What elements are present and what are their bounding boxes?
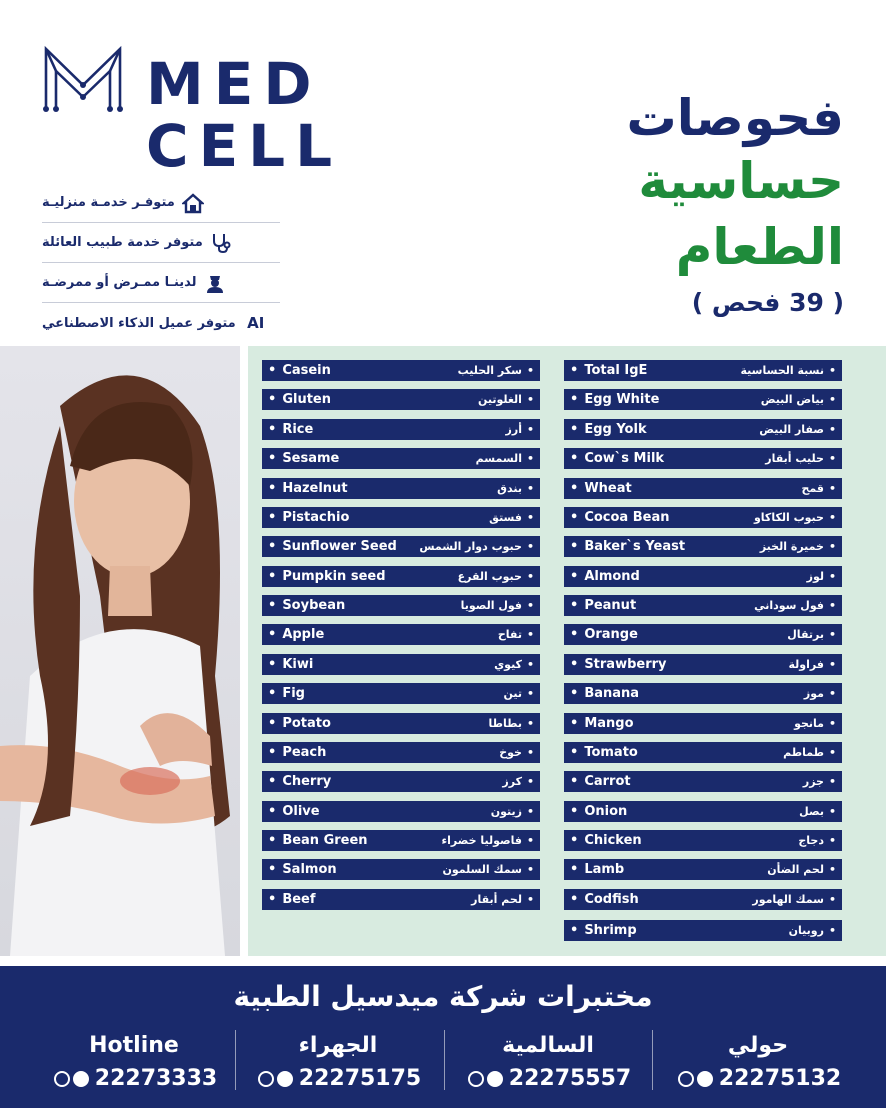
phone-icon — [258, 1071, 274, 1087]
branch-name: السالمية — [502, 1033, 594, 1058]
test-name-ar: • كيوي — [494, 658, 534, 671]
test-row — [564, 801, 842, 822]
title-line2: حساسية — [638, 152, 844, 210]
phone-link[interactable] — [34, 1066, 234, 1091]
whatsapp-icon — [487, 1071, 503, 1087]
test-name-en: • Sesame — [268, 451, 339, 466]
test-row — [262, 889, 540, 910]
test-row — [564, 830, 842, 851]
test-name-en: • Peach — [268, 745, 326, 760]
test-name-en: • Kiwi — [268, 657, 313, 672]
test-name-en: • Tomato — [570, 745, 638, 760]
test-name-en: • Casein — [268, 363, 331, 378]
phone-link[interactable] — [238, 1066, 438, 1091]
test-name-en: • Peanut — [570, 598, 636, 613]
branch-hawally — [658, 1032, 858, 1091]
test-name-ar: • السمسم — [476, 452, 534, 465]
test-row — [564, 889, 842, 910]
test-name-ar: • روبيان — [789, 924, 836, 937]
branch-name: Hotline — [89, 1033, 179, 1058]
test-row — [262, 859, 540, 880]
phone-number: 22275175 — [298, 1066, 422, 1091]
test-row — [262, 536, 540, 557]
test-name-en: • Cow`s Milk — [570, 451, 664, 466]
test-name-ar: • فستق — [489, 511, 534, 524]
phone-number: 22275557 — [508, 1066, 632, 1091]
test-name-ar: • بطاطا — [489, 717, 535, 730]
test-name-ar: • نسبة الحساسية — [741, 364, 836, 377]
test-name-ar: • حبوب دوار الشمس — [419, 540, 534, 553]
test-name-en: • Cherry — [268, 774, 331, 789]
test-name-ar: • قمح — [801, 482, 836, 495]
test-name-en: • Chicken — [570, 833, 642, 848]
medcell-logo — [42, 45, 343, 180]
phone-icon — [54, 1071, 70, 1087]
test-count: ( 39 فحص ) — [691, 288, 844, 317]
test-name-ar: • حليب أبقار — [765, 452, 836, 465]
phone-icon — [468, 1071, 484, 1087]
test-row — [564, 595, 842, 616]
test-name-ar: • كرز — [502, 775, 534, 788]
test-name-en: • Baker`s Yeast — [570, 539, 685, 554]
test-name-ar: • تفاح — [498, 628, 534, 641]
test-name-en: • Gluten — [268, 392, 331, 407]
test-name-ar: • فول الصويا — [461, 599, 534, 612]
test-row — [262, 713, 540, 734]
phone-number: 22273333 — [94, 1066, 218, 1091]
test-name-en: • Wheat — [570, 481, 632, 496]
branch-hotline — [34, 1032, 234, 1091]
test-name-en: • Cocoa Bean — [570, 510, 669, 525]
service-text: متوفر خدمة طبيب العائلة — [42, 235, 203, 250]
logo-mark-icon — [42, 45, 124, 113]
divider — [444, 1030, 445, 1090]
test-name-en: • Olive — [268, 804, 320, 819]
test-name-en: • Orange — [570, 627, 638, 642]
test-row — [564, 771, 842, 792]
test-name-ar: • سمك السلمون — [442, 863, 534, 876]
test-name-en: • Carrot — [570, 774, 631, 789]
test-name-ar: • زيتون — [491, 805, 534, 818]
test-name-ar: • حبوب الكاكاو — [754, 511, 836, 524]
service-ai — [42, 303, 280, 343]
test-row — [262, 448, 540, 469]
test-row — [564, 507, 842, 528]
test-name-ar: • تين — [503, 687, 534, 700]
divider — [652, 1030, 653, 1090]
ai-icon: AI — [247, 314, 265, 332]
test-row — [262, 478, 540, 499]
test-name-ar: • جزر — [803, 775, 836, 788]
logo-text-line2: CELL — [146, 112, 343, 180]
test-row — [564, 566, 842, 587]
service-text: لدينـا ممـرض أو ممرضـة — [42, 275, 197, 290]
test-row — [262, 389, 540, 410]
test-row — [564, 859, 842, 880]
service-nurse — [42, 263, 280, 303]
woman-scratching-illustration — [0, 346, 240, 956]
test-row — [564, 713, 842, 734]
test-row — [564, 624, 842, 645]
branch-jahra — [238, 1032, 438, 1091]
whatsapp-icon — [73, 1071, 89, 1087]
test-row — [262, 419, 540, 440]
nurse-icon — [203, 271, 227, 295]
branch-name: حولي — [727, 1033, 789, 1058]
test-row — [564, 536, 842, 557]
test-name-en: • Fig — [268, 686, 305, 701]
test-name-en: • Codfish — [570, 892, 639, 907]
services-list — [42, 183, 280, 343]
test-name-ar: • دجاج — [798, 834, 836, 847]
stethoscope-icon — [209, 231, 233, 255]
phone-icon — [678, 1071, 694, 1087]
test-row — [564, 419, 842, 440]
divider — [235, 1030, 236, 1090]
test-name-ar: • بياض البيض — [761, 393, 836, 406]
test-row — [564, 920, 842, 941]
service-family-doctor — [42, 223, 280, 263]
test-name-ar: • أرز — [506, 423, 534, 436]
test-name-en: • Banana — [570, 686, 639, 701]
test-name-ar: • موز — [804, 687, 836, 700]
test-row — [564, 478, 842, 499]
house-icon — [181, 191, 205, 215]
test-name-en: • Beef — [268, 892, 316, 907]
tests-panel — [248, 346, 886, 956]
test-name-ar: • فاصوليا خضراء — [442, 834, 534, 847]
phone-number: 22275132 — [718, 1066, 842, 1091]
logo-text-line1: MED — [146, 50, 322, 118]
test-name-ar: • خوخ — [499, 746, 534, 759]
test-name-en: • Total IgE — [570, 363, 647, 378]
test-name-ar: • حبوب القرع — [458, 570, 534, 583]
test-row — [564, 389, 842, 410]
test-name-en: • Pumpkin seed — [268, 569, 386, 584]
test-name-en: • Potato — [268, 716, 331, 731]
test-name-ar: • بصل — [799, 805, 836, 818]
test-name-en: • Shrimp — [570, 923, 637, 938]
test-name-ar: • الغلوتين — [478, 393, 534, 406]
test-row — [262, 595, 540, 616]
test-name-en: • Soybean — [268, 598, 345, 613]
test-name-ar: • لحم الضأن — [767, 863, 836, 876]
test-name-en: • Apple — [268, 627, 324, 642]
test-name-ar: • خميرة الخبز — [760, 540, 836, 553]
whatsapp-icon — [277, 1071, 293, 1087]
test-row — [564, 683, 842, 704]
test-name-ar: • فول سوداني — [754, 599, 836, 612]
test-name-ar: • سمك الهامور — [752, 893, 836, 906]
test-row — [262, 624, 540, 645]
test-name-ar: • طماطم — [783, 746, 836, 759]
test-row — [262, 801, 540, 822]
test-row — [262, 771, 540, 792]
test-name-en: • Pistachio — [268, 510, 349, 525]
test-name-en: • Almond — [570, 569, 640, 584]
test-row — [262, 830, 540, 851]
test-name-ar: • مانجو — [794, 717, 836, 730]
test-name-en: • Lamb — [570, 862, 624, 877]
test-row — [564, 360, 842, 381]
test-name-ar: • فراولة — [789, 658, 837, 671]
test-name-ar: • صفار البيض — [759, 423, 836, 436]
test-name-en: • Egg White — [570, 392, 659, 407]
test-row — [564, 742, 842, 763]
company-name: مختبرات شركة ميدسيل الطبية — [233, 980, 653, 1013]
test-name-ar: • سكر الحليب — [458, 364, 534, 377]
test-name-ar: • برتقال — [787, 628, 836, 641]
title-line1: فحوصات — [626, 89, 844, 147]
branch-salmiya — [448, 1032, 648, 1091]
test-row — [262, 654, 540, 675]
test-name-ar: • بندق — [497, 482, 534, 495]
test-name-en: • Salmon — [268, 862, 337, 877]
test-name-en: • Onion — [570, 804, 627, 819]
test-name-en: • Rice — [268, 422, 313, 437]
test-name-en: • Egg Yolk — [570, 422, 647, 437]
test-name-en: • Hazelnut — [268, 481, 348, 496]
test-name-ar: • لوز — [807, 570, 836, 583]
whatsapp-icon — [697, 1071, 713, 1087]
title-line3: الطعام — [675, 218, 844, 276]
test-row — [564, 448, 842, 469]
test-row — [564, 654, 842, 675]
test-row — [262, 742, 540, 763]
phone-link[interactable] — [448, 1066, 648, 1091]
service-text: متوفـر خدمـة منزليـة — [42, 195, 175, 210]
test-row — [262, 566, 540, 587]
test-row — [262, 360, 540, 381]
service-home — [42, 183, 280, 223]
allergy-photo — [0, 346, 240, 956]
test-row — [262, 507, 540, 528]
test-name-ar: • لحم أبقار — [471, 893, 534, 906]
test-name-en: • Strawberry — [570, 657, 667, 672]
test-row — [262, 683, 540, 704]
test-name-en: • Mango — [570, 716, 634, 731]
service-text: متوفر عميل الذكاء الاصطناعي — [42, 315, 236, 331]
test-name-en: • Sunflower Seed — [268, 539, 397, 554]
test-name-en: • Bean Green — [268, 833, 368, 848]
page-title — [627, 88, 844, 280]
branch-name: الجهراء — [298, 1033, 378, 1058]
footer — [0, 966, 886, 1108]
phone-link[interactable] — [658, 1066, 858, 1091]
